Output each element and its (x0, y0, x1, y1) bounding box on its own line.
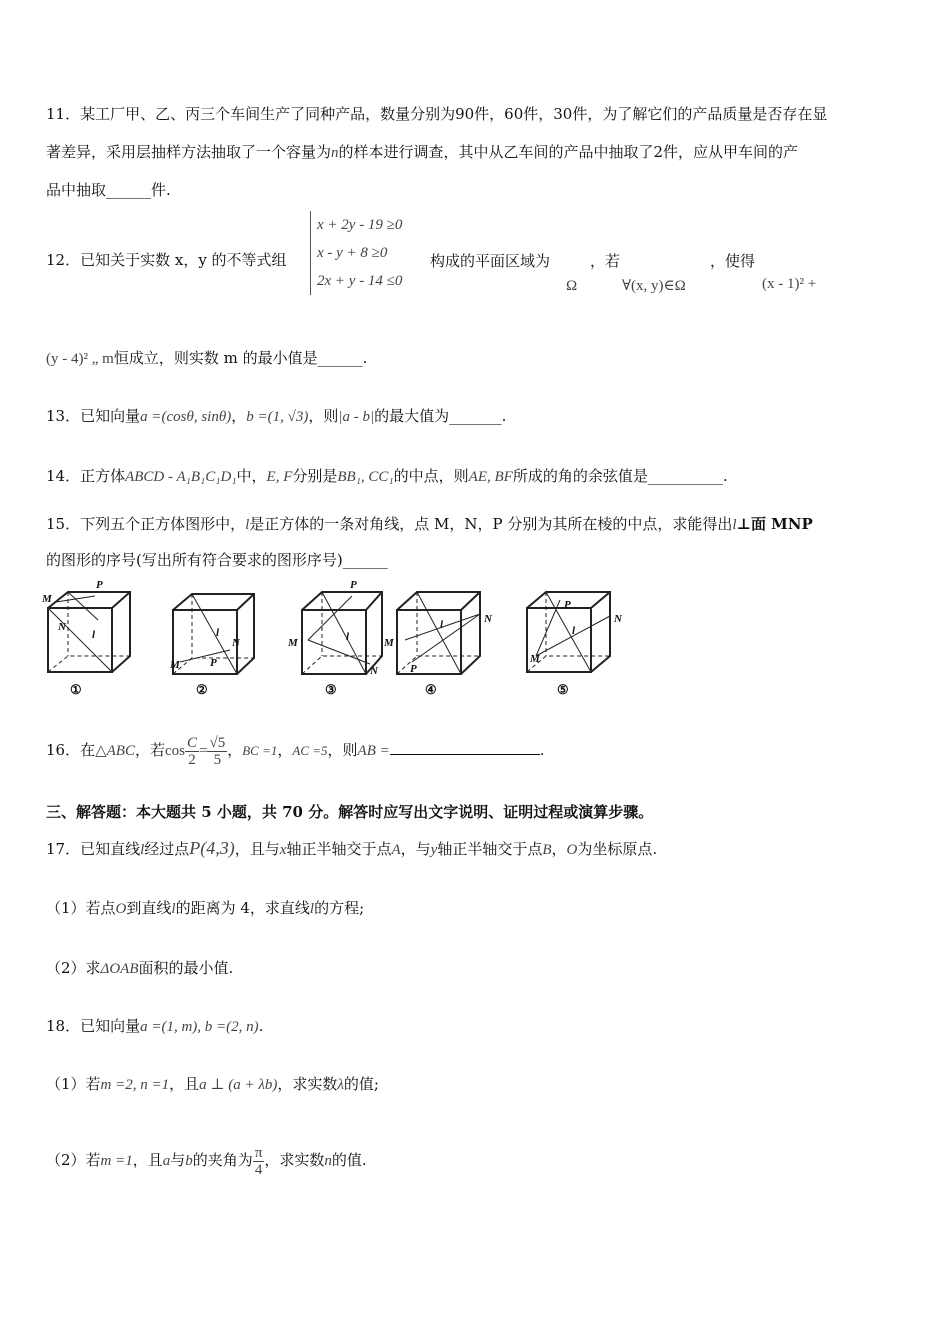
fig1-N: N (58, 621, 66, 633)
fig5-N: N (614, 613, 622, 625)
q13-b: b =(1, √3) (246, 409, 309, 425)
q11-n: n (331, 145, 339, 161)
fig5-M: M (530, 653, 540, 665)
q14-cube: ABCD - A₁B₁C₁D₁ (125, 469, 237, 485)
q18-sub2: （2）若m =1，且a与b的夹角为 $\frac{\pi}{4}$ ，求实数n的值. (46, 1144, 367, 1178)
q17-sub1: （1）若点O到直线l的距离为 4，求直线l的方程; (46, 899, 365, 917)
fig4-M: M (384, 637, 394, 649)
q18-line: 18．已知向量a =(1, m), b =(2, n). (46, 1017, 264, 1035)
fig1-P: P (96, 580, 103, 591)
q12-such: ，使得 (710, 252, 756, 270)
fig4-N: N (484, 613, 492, 625)
fig3-N: N (370, 665, 378, 677)
q12-prefix: 12．已知关于实数 x，y 的不等式组 (46, 251, 287, 269)
fig4-P: P (410, 663, 417, 675)
q12-expr1: (x - 1)² + (762, 276, 817, 292)
q12-inequality-system (310, 211, 402, 295)
fig3-P: P (350, 580, 357, 591)
q16-c-frac: $\frac{C}{2}$ (186, 734, 197, 768)
fig2-l: l (216, 627, 220, 639)
q17-sub2: （2）求ΔOAB面积的最小值. (46, 959, 234, 977)
q12-ineq3: 2x + y - 14 ≤0 (317, 273, 403, 289)
fig-label-5: ⑤ (557, 682, 569, 697)
q18-sub1: （1）若m =2, n =1，且a ⊥ (a + λb)，求实数λ的值; (46, 1075, 379, 1093)
fig-label-2: ② (196, 682, 208, 697)
q15-line1: 15．下列五个正方体图形中，l是正方体的一条对角线，点 M，N，P 分别为其所在棱的中点，求能得出l⊥面 MNP (46, 515, 813, 533)
q12-forall: ∀(x, y)∈Ω (622, 278, 686, 294)
q11-line3: 品中抽取______件. (46, 181, 171, 199)
fig2-N: N (232, 637, 240, 649)
q15-cube-figures (40, 580, 640, 700)
q16-answer-blank (390, 740, 540, 755)
fig-label-1: ① (70, 682, 82, 697)
q13-abs: |a - b| (338, 409, 375, 425)
fig1-l: l (92, 629, 96, 641)
q12-omega: Ω (566, 278, 578, 294)
cube-figure-4 (397, 592, 480, 674)
fig-label-3: ③ (325, 682, 337, 697)
fig2-P: P (210, 657, 217, 669)
q12-ineq1: x + 2y - 19 ≥0 (317, 217, 403, 233)
q13-a: a =(cosθ, sinθ) (140, 409, 232, 425)
q11-line2: 著差异，采用层抽样方法抽取了一个容量为n的样本进行调查，其中从乙车间的产品中抽取了2件，应从甲车间的产 (46, 143, 799, 161)
cube-figure-3 (302, 592, 382, 674)
q15-line2: 的图形的序号(写出所有符合要求的图形序号)______ (46, 551, 388, 569)
q16-line: 16．在△ABC，若cos $\frac{C}{2}$ = $\frac{√5}{5}$ ，BC =1，AC =5，则AB = . (46, 734, 545, 768)
q18-pi-frac: $\frac{\pi}{4}$ (254, 1144, 263, 1178)
fig4-l: l (440, 619, 444, 631)
fig3-l: l (346, 631, 350, 643)
q16-root-frac: $\frac{√5}{5}$ (209, 734, 226, 768)
q16-triangle: △ABC (95, 743, 135, 759)
q17-line: 17．已知直线l经过点P(4,3)，且与x轴正半轴交于点A，与y轴正半轴交于点B，O为坐标原点. (46, 838, 658, 858)
fig-label-4: ④ (425, 682, 437, 697)
fig2-M: M (170, 659, 180, 671)
q14-line: 14．正方体ABCD - A₁B₁C₁D₁中，E, F分别是BB₁, CC₁的中点，则AE, BF所成的角的余弦值是__________. (46, 467, 728, 485)
section3-heading: 三、解答题：本大题共 5 小题，共 70 分。解答时应写出文字说明、证明过程或演算步骤。 (46, 803, 654, 821)
q13-line: 13．已知向量a =(cosθ, sinθ)，b =(1, √3)，则|a - b|的最大值为_______. (46, 407, 507, 425)
fig1-M: M (42, 593, 52, 605)
q12-ineq2: x - y + 8 ≥0 (317, 245, 388, 261)
fig5-P: P (564, 599, 571, 611)
fig5-l: l (572, 625, 576, 637)
q11-line1: 11．某工厂甲、乙、丙三个车间生产了同种产品，数量分别为90件，60件，30件，为了解它们的产品质量是否存在显 (46, 105, 828, 123)
q12-line2: (y - 4)² „ m恒成立，则实数 m 的最小值是______. (46, 349, 368, 367)
q12-if: ，若 (590, 252, 621, 270)
fig3-M: M (288, 637, 298, 649)
q12-mid1: 构成的平面区域为 (430, 252, 551, 270)
